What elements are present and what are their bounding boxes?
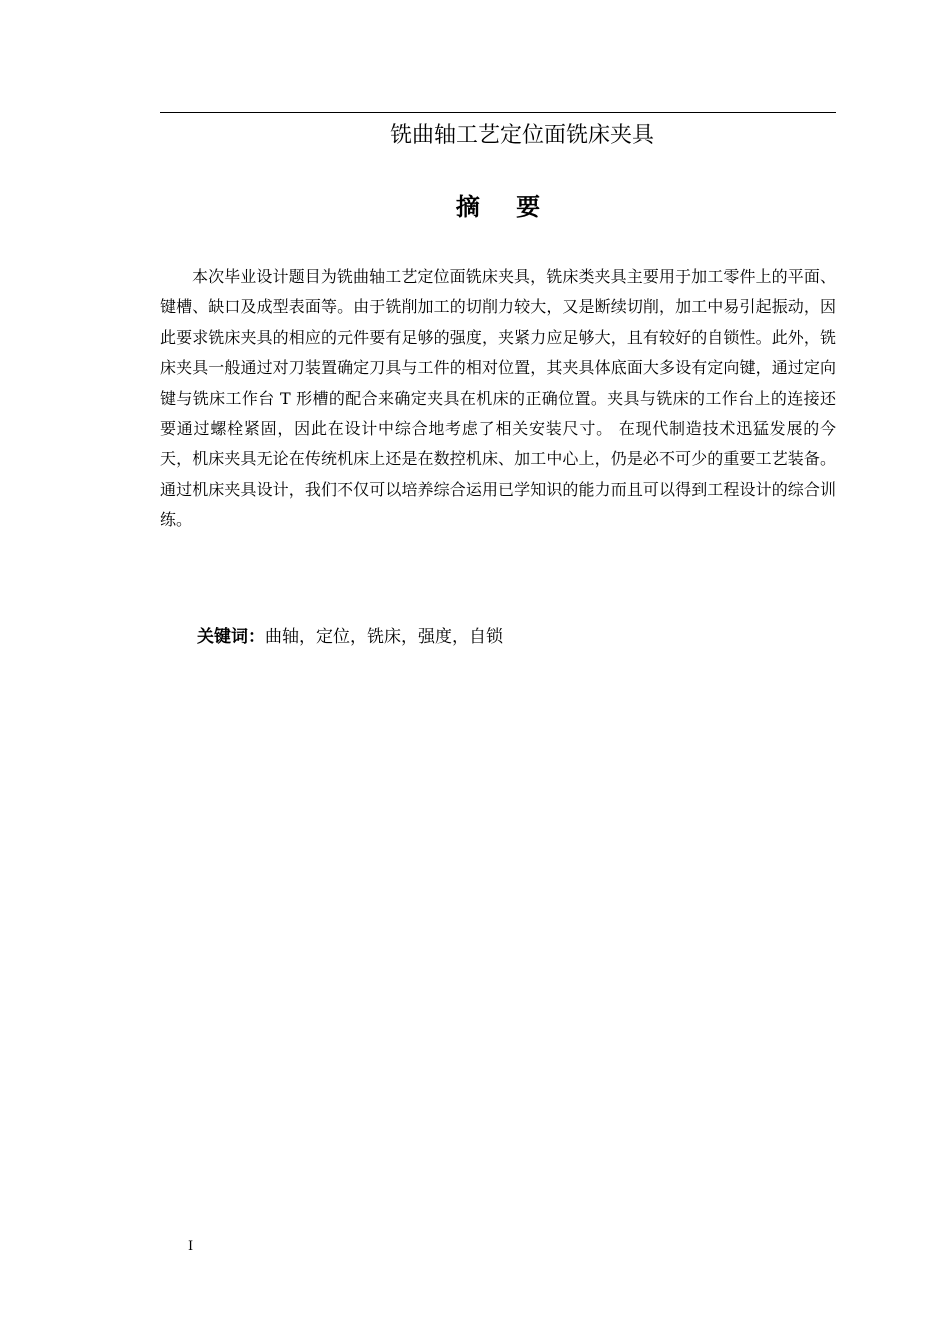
page-number: I: [188, 1239, 194, 1254]
document-title: 铣曲轴工艺定位面铣床夹具: [389, 123, 654, 148]
keywords-label: 关键词：: [197, 627, 265, 647]
keywords-line: [197, 623, 797, 651]
abstract-heading: 摘 要: [455, 193, 555, 221]
header-rule: [160, 112, 836, 113]
abstract-body: 本次毕业设计题目为铣曲轴工艺定位面铣床夹具，铣床类夹具主要用于加工零件上的平面、键槽、缺口及成型表面等。由于铣削加工的切削力较大，又是断续切削，加工中易引起振动，因此要求铣床夹具的相应的元件要有足够的强度，夹紧力应足够大，且有较好的自锁性。此外，铣床夹具一般通过对刀装置确定刀具与工件的相对位置，其夹具体底面大多设有定向键，通过定向键与铣床工作台 T 形槽的配合来确定夹具在机床的正确位置。夹具与铣床的工作台上的连接还要通过螺栓紧固，因此在设计中综合地考虑了相关安装尺寸。 在现代制造技术迅猛发展的今天，机床夹具无论在传统机床上还是在数控机床、加工中心上，仍是必不可少的重要工艺装备。通过机床夹具设计，我们不仅可以培养综合运用已学知识的能力而且可以得到工程设计的综合训练。: [160, 267, 836, 530]
keywords-value: 曲轴，定位，铣床，强度，自锁: [265, 627, 503, 647]
